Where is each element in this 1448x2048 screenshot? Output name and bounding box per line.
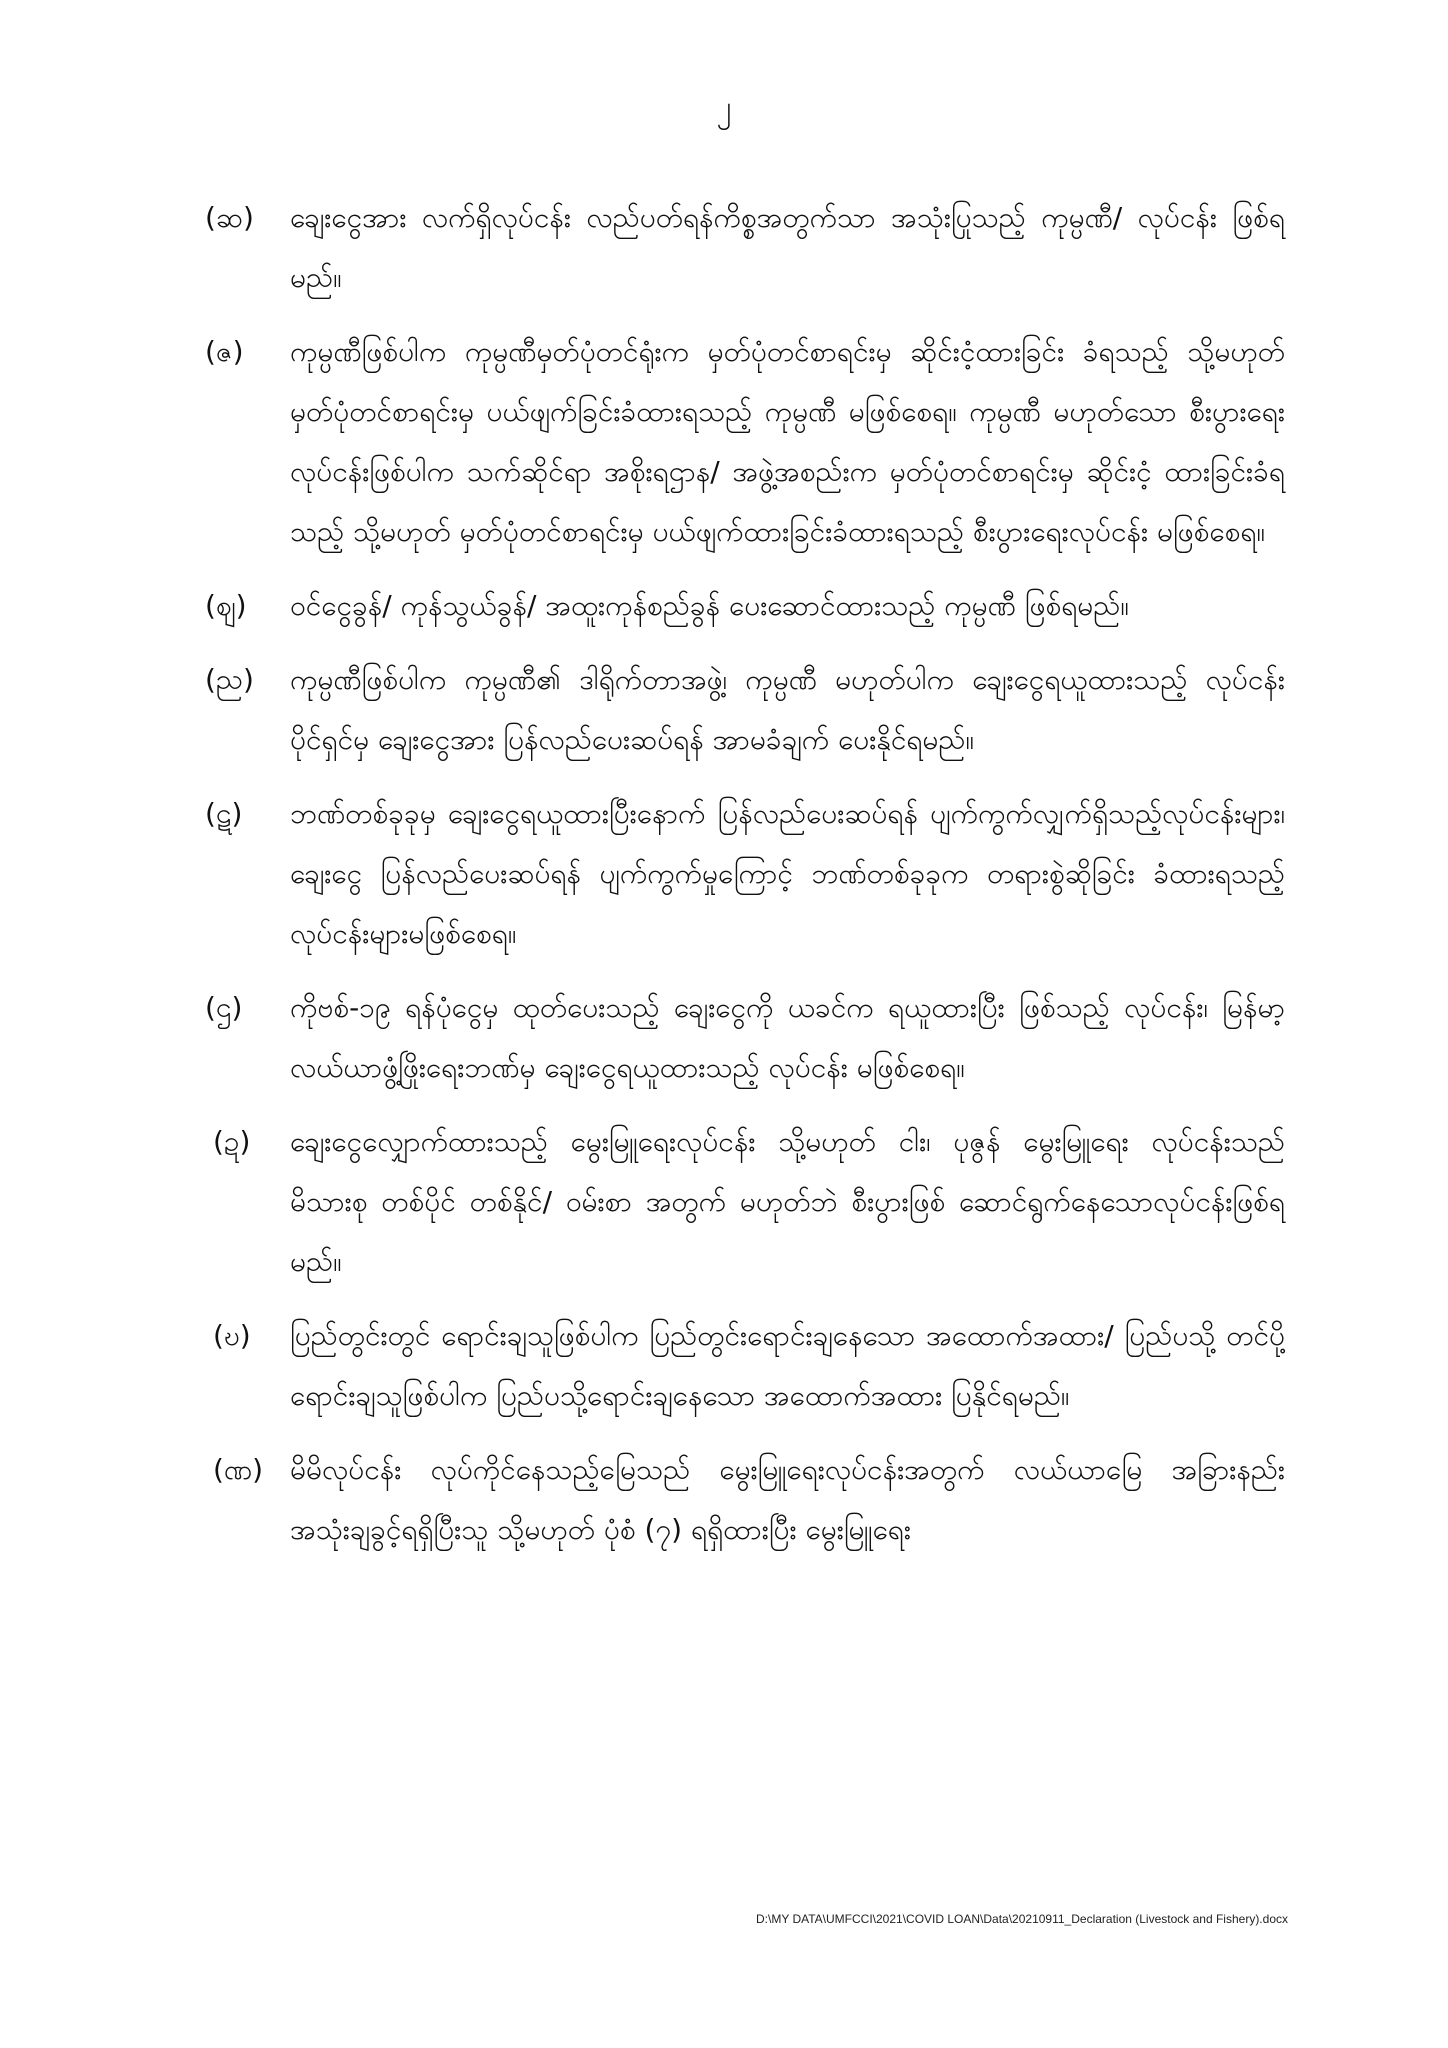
clause-text: ချေးငွေအား လက်ရှိလုပ်ငန်း လည်ပတ်ရန်ကိစ္စအတွက်သာ အသုံးပြုသည့် ကုမ္ပဏီ/ လုပ်ငန်း ဖြစ်ရမည်။ [290, 201, 1285, 294]
clause-text: ကုမ္ပဏီဖြစ်ပါက ကုမ္ပဏီမှတ်ပုံတင်ရုံးက မှတ်ပုံတင်စာရင်းမှ ဆိုင်းငံ့ထားခြင်း ခံရသည့် သို့မဟုတ် မှတ်ပုံတင်စာရင်းမှ ပယ်ဖျက်ခြင်းခံထားရသည့် ကုမ္ပဏီ မဖြစ်စေရ။ ကုမ္ပဏီ မဟုတ်သော စီးပွားရေးလုပ်ငန်းဖြစ်ပါက သက်ဆိုင်ရာ အစိုးရဌာန/ အဖွဲ့အစည်းက မှတ်ပုံတင်စာရင်းမှ ဆိုင်းငံ့ ထားခြင်းခံရသည့် သို့မဟုတ် မှတ်ပုံတင်စာရင်းမှ ပယ်ဖျက်ထားခြင်းခံထားရသည့် စီးပွားရေးလုပ်ငန်း မဖြစ်စေရ။ [290, 335, 1285, 548]
footer-file-path: D:\MY DATA\UMFCCI\2021\COVID LOAN\Data\20210911_Declaration (Livestock and Fishery).docx [756, 1912, 1288, 1926]
clause-label: (ဈ) [205, 589, 247, 622]
clause-text: ကုမ္ပဏီဖြစ်ပါက ကုမ္ပဏီ၏ ဒါရိုက်တာအဖွဲ့၊ ကုမ္ပဏီ မဟုတ်ပါက ချေးငွေရယူထားသည့် လုပ်ငန်းပိုင်ရှင်မှ ချေးငွေအား ပြန်လည်ပေးဆပ်ရန် အာမခံချက် ပေးနိုင်ရမည်။ [290, 663, 1285, 756]
clause-item [205, 576, 1285, 636]
clause-label: (ဌ) [205, 991, 243, 1024]
clause-label: (ဍ) [213, 1125, 251, 1158]
clause-item [205, 188, 1285, 308]
clause-text: ဘဏ်တစ်ခုခုမှ ချေးငွေရယူထားပြီးနောက် ပြန်လည်ပေးဆပ်ရန် ပျက်ကွက်လျှက်ရှိသည့်လုပ်ငန်းများ၊ ချေးငွေ ပြန်လည်ပေးဆပ်ရန် ပျက်ကွက်မှုကြောင့် ဘဏ်တစ်ခုခုက တရားစွဲဆိုခြင်း ခံထားရသည့်လုပ်ငန်းများမဖြစ်စေရ။ [290, 797, 1285, 950]
clause-item [205, 978, 1285, 1098]
clause-text: ဝင်ငွေခွန်/ ကုန်သွယ်ခွန်/ အထူးကုန်စည်ခွန် ပေးဆောင်ထားသည့် ကုမ္ပဏီ ဖြစ်ရမည်။ [290, 589, 1129, 622]
clause-label: (ဏ) [213, 1453, 264, 1486]
clause-item [205, 650, 1285, 770]
clause-item [205, 784, 1285, 964]
clause-item [205, 1440, 1285, 1560]
clause-item [205, 322, 1285, 562]
page-number: ၂ [716, 90, 732, 125]
clause-text: ချေးငွေလျှောက်ထားသည့် မွေးမြူရေးလုပ်ငန်း သို့မဟုတ် ငါး၊ ပုဇွန် မွေးမြူရေး လုပ်ငန်းသည် မိသားစု တစ်ပိုင် တစ်နိုင်/ ဝမ်းစာ အတွက် မဟုတ်ဘဲ စီးပွားဖြစ် ဆောင်ရွက်နေသောလုပ်ငန်းဖြစ်ရမည်။ [290, 1125, 1285, 1278]
clause-label: (ဋ) [205, 797, 243, 830]
clause-text: ကိုဗစ်-၁၉ ရန်ပုံငွေမှ ထုတ်ပေးသည့် ချေးငွေကို ယခင်က ရယူထားပြီး ဖြစ်သည့် လုပ်ငန်း၊ မြန်မာ့လယ်ယာဖွံ့ဖြိုးရေးဘဏ်မှ ချေးငွေရယူထားသည့် လုပ်ငန်း မဖြစ်စေရ။ [290, 991, 1285, 1084]
clause-label: (ဇ) [205, 335, 244, 368]
clause-item [205, 1112, 1285, 1292]
clause-label: (ဎ) [213, 1319, 251, 1352]
clause-label: (ည) [205, 663, 254, 696]
clause-text: မိမိလုပ်ငန်း လုပ်ကိုင်နေသည့်မြေသည် မွေးမြူရေးလုပ်ငန်းအတွက် လယ်ယာမြေ အခြားနည်း အသုံးချခွင့်ရရှိပြီးသူ သို့မဟုတ် ပုံစံ (၇) ရရှိထားပြီး မွေးမြူရေး [290, 1453, 1285, 1546]
clause-item [205, 1306, 1285, 1426]
clause-label: (ဆ) [205, 201, 254, 234]
document-body [205, 188, 1285, 1574]
clause-text: ပြည်တွင်းတွင် ရောင်းချသူဖြစ်ပါက ပြည်တွင်းရောင်းချနေသော အထောက်အထား/ ပြည်ပသို့ တင်ပို့ရောင်းချသူဖြစ်ပါက ပြည်ပသို့ရောင်းချနေသော အထောက်အထား ပြနိုင်ရမည်။ [290, 1319, 1285, 1412]
